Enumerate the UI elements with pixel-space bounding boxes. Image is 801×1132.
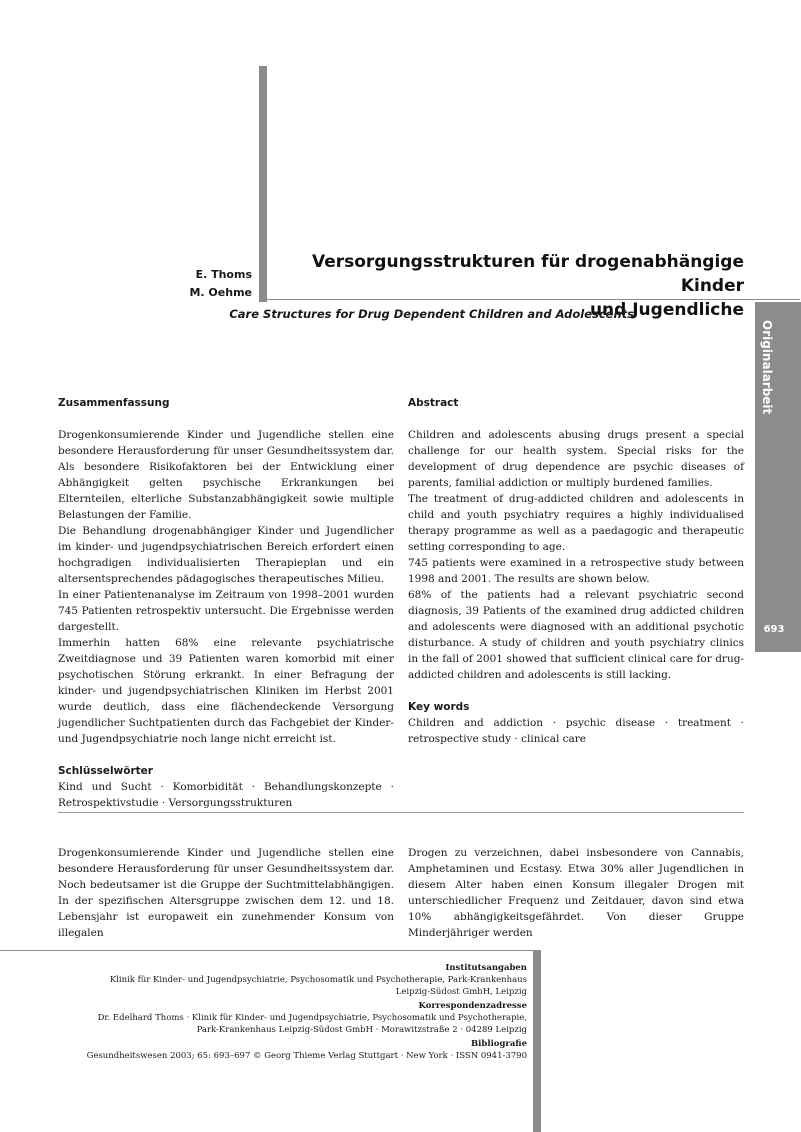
schluesselwoerter-heading: Schlüsselwörter xyxy=(58,765,153,777)
abstract-section xyxy=(408,395,744,747)
body-paragraph: Drogen zu verzeichnen, dabei insbesondere von Cannabis, Amphetaminen und Ecstasy. Etwa 30% aller Jugendlichen in diesem Alter haben einen Konsum illegaler Drogen mit unterschiedlicher Frequenz und Zeitdauer, davon sind etwa 10% abhängigkeitsgefährdet. Von dieser Gruppe Minderjähriger werden xyxy=(408,847,744,939)
zusammenfassung-paragraph: Die Behandlung drogenabhängiger Kinder und Jugendlicher im kinder- und jugendpsychiatrischen Bereich erfordert einen hochgradigen individualisierten Therapieplan und ein altersentsprechendes pädagogisches therapeutisches Milieu. xyxy=(58,525,394,585)
footer-info xyxy=(60,960,527,1062)
schluesselwoerter-text: Kind und Sucht · Komorbidität · Behandlungskonzepte · Retrospektivstudie · Versorgungsstrukturen xyxy=(58,781,394,809)
title-line: und Jugendliche xyxy=(589,300,744,320)
bibliografie-heading: Bibliografie xyxy=(470,1039,527,1049)
author-name: M. Oehme xyxy=(189,286,252,299)
section-label xyxy=(744,320,801,416)
abstract-paragraph: 68% of the patients had a relevant psychiatric second diagnosis, 39 Patients of the examined drug addicted children and adolescents were diagnosed with an additional psychotic disturbance. A study of children and youth psychiatry clinics in the fall of 2001 showed that sufficient clinical care for drug-addicted children and adolescents is still lacking. xyxy=(408,589,744,681)
zusammenfassung-section xyxy=(58,395,394,811)
abstract-paragraph: Children and adolescents abusing drugs present a special challenge for our health system. Special risks for the development of drug dependence are psychic diseases of parents, familial addiction or multiply burdened families. xyxy=(408,429,744,489)
title-line: Versorgungsstrukturen für drogenabhängige Kinder xyxy=(311,252,744,296)
top-vertical-bar xyxy=(259,66,267,302)
section-divider xyxy=(58,812,744,813)
page-number: 693 xyxy=(763,624,785,635)
bibliografie-text: Gesundheitswesen 2003; 65: 693–697 © Georg Thieme Verlag Stuttgart · New York · ISSN 0941-3790 xyxy=(86,1051,527,1061)
zusammenfassung-paragraph: Drogenkonsumierende Kinder und Jugendliche stellen eine besondere Herausforderung für unser Gesundheitssystem dar. Als besondere Risikofaktoren bei der Entwicklung einer Abhängigkeit gelten psychische Erkrankungen bei Elternteilen, elterliche Substanzabhängigkeit sowie multiple Belastungen der Familie. xyxy=(58,429,394,521)
keywords-heading: Key words xyxy=(408,701,470,713)
abstract-paragraph: 745 patients were examined in a retrospective study between 1998 and 2001. The results are shown below. xyxy=(408,557,744,585)
korrespondenz-line: Dr. Edelhard Thoms · Klinik für Kinder- und Jugendpsychiatrie, Psychosomatik und Psychotherapie, xyxy=(97,1013,527,1023)
article-subtitle: Care Structures for Drug Dependent Children and Adolescents xyxy=(229,307,634,321)
korrespondenz-heading: Korrespondenzadresse xyxy=(418,1001,527,1011)
body-text-left xyxy=(58,845,394,941)
abstract-paragraph: The treatment of drug-addicted children and adolescents in child and youth psychiatry requires a highly individualised therapy programme as well as a paedagogic and therapeutic setting corresponding to age. xyxy=(408,493,744,553)
title-rule xyxy=(259,299,800,300)
korrespondenz-line: Park-Krankenhaus Leipzig-Südost GmbH · Morawitzstraße 2 · 04289 Leipzig xyxy=(196,1025,527,1035)
body-paragraph: Drogenkonsumierende Kinder und Jugendliche stellen eine besondere Herausforderung für unser Gesundheitssystem dar. Noch bedeutsamer ist die Gruppe der Suchtmittelabhängigen. In der spezifischen Altersgruppe zwischen dem 12. und 18. Lebensjahr ist europaweit ein zunehmender Konsum von illegalen xyxy=(58,847,394,939)
footer-vertical-bar xyxy=(533,950,541,1132)
keywords-text: Children and addiction · psychic disease · treatment · retrospective study · clinical care xyxy=(408,717,744,745)
institut-heading: Institutsangaben xyxy=(445,963,527,973)
author-list xyxy=(150,266,252,302)
institut-line: Klinik für Kinder- und Jugendpsychiatrie, Psychosomatik und Psychotherapie, Park-Krankenhaus xyxy=(109,975,527,985)
zusammenfassung-paragraph: In einer Patientenanalyse im Zeitraum von 1998–2001 wurden 745 Patienten retrospektiv untersucht. Die Ergebnisse werden dargestellt. xyxy=(58,589,394,633)
author-name: E. Thoms xyxy=(195,268,252,281)
section-label-text: Originalarbeit xyxy=(760,320,774,415)
institut-line: Leipzig-Südost GmbH, Leipzig xyxy=(395,987,527,997)
zusammenfassung-paragraph: Immerhin hatten 68% eine relevante psychiatrische Zweitdiagnose und 39 Patienten waren komorbid mit einer psychotischen Störung erkrankt. In einer Befragung der kinder- und jugendpsychiatrischen Kliniken im Herbst 2001 wurde deutlich, dass eine flächendeckende Versorgung jugendlicher Suchtpatienten durch das Fachgebiet der Kinder- und Jugendpsychiatrie noch lange nicht erreicht ist. xyxy=(58,637,394,745)
footer-rule xyxy=(0,950,540,951)
zusammenfassung-heading: Zusammenfassung xyxy=(58,397,170,409)
abstract-heading: Abstract xyxy=(408,397,459,409)
body-text-right xyxy=(408,845,744,941)
